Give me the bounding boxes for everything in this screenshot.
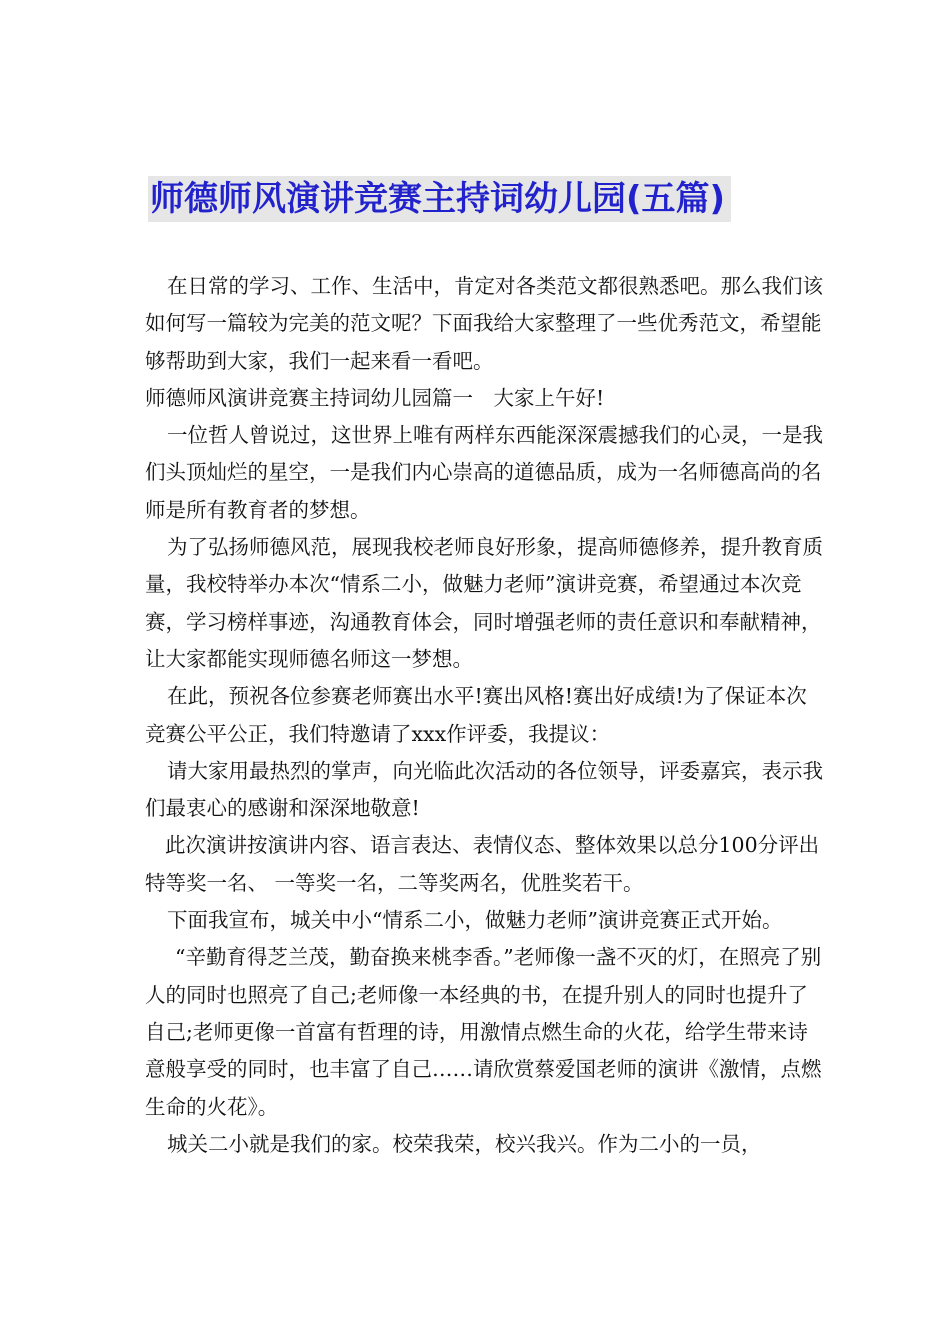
paragraph-event-purpose: 为了弘扬师德风范，展现我校老师良好形象，提高师德修养，提升教育质量，我校特举办本次“情系二小，做魅力老师”演讲竞赛，希望通过本次竞赛，学习榜样事迹，沟通教育体会，同时增强老师的责任意识和奉献精神，让大家都能实现师德名师这一梦想。	[145, 535, 823, 671]
document-body	[145, 268, 825, 1163]
paragraph-philosopher-quote: 一位哲人曾说过，这世界上唯有两样东西能深深震撼我们的心灵，一是我们头顶灿烂的星空，一是我们内心崇高的道德品质，成为一名师德高尚的名师是所有教育者的梦想。	[145, 423, 823, 522]
paragraph-wishes-and-judges: 在此，预祝各位参赛老师赛出水平!赛出风格!赛出好成绩!为了保证本次竞赛公平公正，我们特邀请了xxx作评委，我提议：	[145, 684, 807, 746]
paragraph-intro: 在日常的学习、工作、生活中，肯定对各类范文都很熟悉吧。那么我们该如何写一篇较为完美的范文呢？下面我给大家整理了一些优秀范文，希望能够帮助到大家，我们一起来看一看吧。	[145, 274, 823, 373]
document-title: 师德师风演讲竞赛主持词幼儿园(五篇)	[148, 176, 731, 222]
paragraph-announcement: 下面我宣布，城关中小“情系二小，做魅力老师”演讲竞赛正式开始。	[167, 908, 783, 933]
paragraph-scoring-rules: 此次演讲按演讲内容、语言表达、表情仪态、整体效果以总分100分评出特等奖一名、 一等奖一名，二等奖两名，优胜奖若干。	[145, 833, 820, 895]
paragraph-section-heading: 师德师风演讲竞赛主持词幼儿园篇一 大家上午好!	[145, 385, 605, 410]
paragraph-applause: 请大家用最热烈的掌声，向光临此次活动的各位领导，评委嘉宾，表示我们最衷心的感谢和深深地敬意!	[145, 758, 823, 821]
paragraph-teacher-poem: “辛勤育得芝兰茂，勤奋换来桃李香。”老师像一盏不灭的灯，在照亮了别人的同时也照亮了自己;老师像一本经典的书，在提升别人的同时也提升了自己;老师更像一首富有哲理的诗，用激情点燃生命的火花，给学生带来诗意般享受的同时，也丰富了自己……请欣赏蔡爱国老师的演讲《激情，点燃生命的火花》。	[145, 945, 822, 1119]
paragraph-school-home: 城关二小就是我们的家。校荣我荣，校兴我兴。作为二小的一员，	[167, 1131, 762, 1156]
